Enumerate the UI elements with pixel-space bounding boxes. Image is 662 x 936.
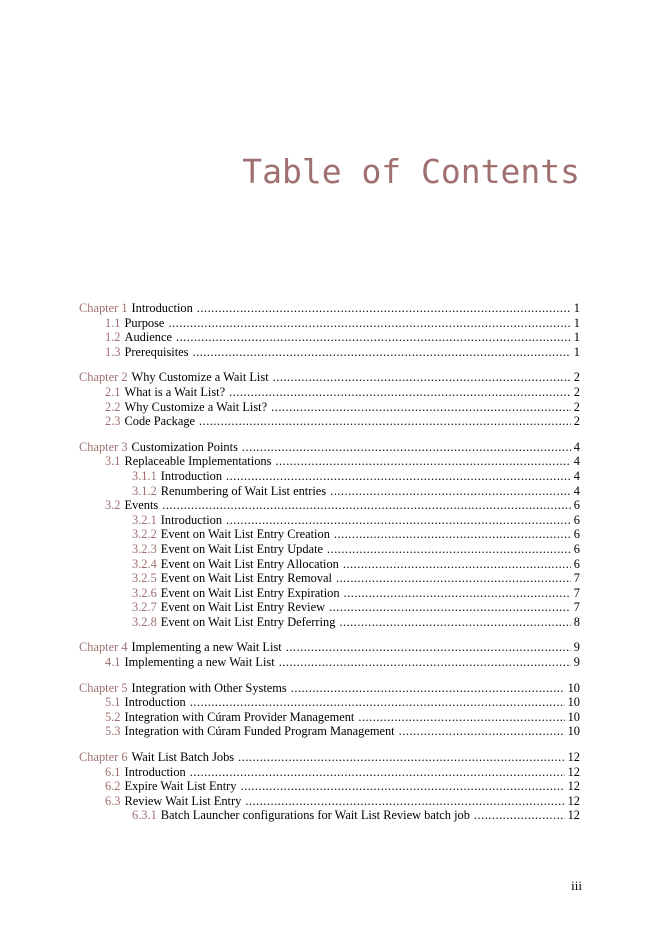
toc-entry-title: Event on Wait List Entry Removal — [160, 571, 332, 586]
toc-entry-page: 1 — [573, 301, 580, 315]
dot-leader — [330, 484, 571, 499]
toc-section-entry[interactable] — [79, 400, 580, 415]
page-number: iii — [571, 878, 582, 893]
toc-subsubsection-entry[interactable] — [79, 542, 580, 557]
toc-entry-page: 9 — [573, 655, 580, 670]
toc-section-entry[interactable] — [79, 498, 580, 513]
toc-entry-title: Integration with Cúram Funded Program Management — [124, 724, 395, 739]
toc-entry-title: Prerequisites — [124, 344, 189, 359]
toc-entry-title: Expire Wait List Entry — [124, 779, 237, 794]
toc-entry-page: 4 — [573, 468, 580, 483]
toc-entry-page: 12 — [567, 779, 580, 794]
dot-leader — [190, 765, 565, 780]
toc-entry-page: 2 — [573, 414, 580, 429]
toc-entry-title: Event on Wait List Entry Creation — [160, 527, 330, 542]
toc-section-entry[interactable] — [79, 765, 580, 780]
toc-entry-page: 1 — [573, 344, 580, 359]
dot-leader — [199, 414, 571, 429]
toc-entry-page: 10 — [567, 680, 580, 695]
toc-entry-number: 3.1 — [105, 454, 121, 469]
toc-chapter-entry[interactable] — [79, 370, 580, 385]
dot-leader — [291, 681, 565, 696]
dot-leader — [344, 586, 571, 601]
toc-entry-title: Introduction — [124, 695, 186, 710]
toc-entry-title: Replaceable Implementations — [124, 454, 272, 469]
toc-section-entry[interactable] — [79, 345, 580, 360]
toc-entry-number: Chapter 1 — [79, 301, 128, 315]
toc-entry-number: 2.2 — [105, 399, 121, 414]
toc-entry-number: 4.1 — [105, 655, 121, 670]
toc-section-entry[interactable] — [79, 710, 580, 725]
dot-leader — [339, 615, 570, 630]
toc-subsubsection-entry[interactable] — [79, 527, 580, 542]
toc-entry-number: 3.2.1 — [132, 512, 157, 527]
toc-entry-title: Event on Wait List Entry Update — [160, 541, 324, 556]
dot-leader — [474, 808, 565, 823]
toc-subsubsection-entry[interactable] — [79, 808, 580, 823]
toc-entry-title: Event on Wait List Entry Review — [160, 600, 326, 615]
dot-leader — [241, 779, 565, 794]
toc-section-entry[interactable] — [79, 385, 580, 400]
toc-entry-number: 5.3 — [105, 724, 121, 739]
toc-section-entry[interactable] — [79, 655, 580, 670]
toc-entry-title: Event on Wait List Entry Expiration — [160, 585, 340, 600]
toc-entry-number: 3.2.8 — [132, 614, 157, 629]
toc-entry-title: Batch Launcher configurations for Wait List Review batch job — [160, 808, 470, 823]
toc-entry-page: 8 — [573, 614, 580, 629]
dot-leader — [329, 600, 571, 615]
toc-chapter-group — [79, 640, 580, 669]
dot-leader — [275, 454, 570, 469]
toc-entry-page: 6 — [573, 527, 580, 542]
dot-leader — [190, 695, 565, 710]
dot-leader — [226, 469, 571, 484]
toc-entry-page: 6 — [573, 541, 580, 556]
toc-entry-page: 10 — [567, 709, 580, 724]
dot-leader — [279, 655, 571, 670]
dot-leader — [286, 640, 571, 655]
toc-entry-page: 10 — [567, 724, 580, 739]
toc-section-entry[interactable] — [79, 316, 580, 331]
dot-leader — [168, 316, 570, 331]
dot-leader — [271, 400, 571, 415]
toc-section-entry[interactable] — [79, 794, 580, 809]
toc-section-entry[interactable] — [79, 779, 580, 794]
toc-entry-number: 6.2 — [105, 779, 121, 794]
toc-entry-title: Introduction — [124, 764, 186, 779]
toc-chapter-entry[interactable] — [79, 301, 580, 316]
dot-leader — [229, 385, 571, 400]
toc-subsubsection-entry[interactable] — [79, 600, 580, 615]
toc-entry-page: 4 — [573, 454, 580, 469]
toc-entry-number: 5.2 — [105, 709, 121, 724]
toc-section-entry[interactable] — [79, 724, 580, 739]
toc-entry-number: 2.3 — [105, 414, 121, 429]
toc-entry-title: Events — [124, 498, 159, 513]
toc-entry-title: Renumbering of Wait List entries — [160, 483, 327, 498]
toc-subsubsection-entry[interactable] — [79, 586, 580, 601]
toc-entry-number: 5.1 — [105, 695, 121, 710]
toc-entry-page: 12 — [567, 793, 580, 808]
toc-entry-page: 9 — [573, 640, 580, 655]
toc-subsubsection-entry[interactable] — [79, 484, 580, 499]
toc-entry-number: 3.1.1 — [132, 468, 157, 483]
toc-entry-title: Integration with Other Systems — [131, 680, 287, 695]
toc-entry-number: 3.2 — [105, 498, 121, 513]
toc-section-entry[interactable] — [79, 454, 580, 469]
toc-entry-number: 6.3.1 — [132, 808, 157, 823]
toc-entry-number: 3.2.6 — [132, 585, 157, 600]
toc-entry-page: 2 — [573, 384, 580, 399]
toc-entry-title: Wait List Batch Jobs — [131, 750, 235, 765]
toc-entry-number: 1.1 — [105, 315, 121, 330]
toc-entry-page: 7 — [573, 585, 580, 600]
dot-leader — [162, 498, 571, 513]
toc-subsubsection-entry[interactable] — [79, 615, 580, 630]
toc-entry-title: Integration with Cúram Provider Management — [124, 709, 355, 724]
page-title: Table of Contents — [242, 152, 580, 191]
toc-chapter-entry[interactable] — [79, 750, 580, 765]
toc-section-entry[interactable] — [79, 414, 580, 429]
toc-entry-number: 2.1 — [105, 384, 121, 399]
toc-entry-title: Introduction — [160, 468, 223, 483]
toc-entry-number: Chapter 2 — [79, 370, 128, 385]
toc-section-entry[interactable] — [79, 330, 580, 345]
toc-entry-title: Why Customize a Wait List? — [124, 399, 268, 414]
toc-entry-page: 4 — [573, 439, 580, 454]
toc-entry-title: Purpose — [124, 315, 165, 330]
toc-entry-page: 12 — [567, 750, 580, 765]
toc-entry-page: 6 — [573, 512, 580, 527]
toc-entry-number: 1.2 — [105, 330, 121, 345]
toc-entry-title: Code Package — [124, 414, 196, 429]
dot-leader — [197, 301, 571, 316]
toc-section-entry[interactable] — [79, 695, 580, 710]
toc-chapter-group — [79, 750, 580, 823]
dot-leader — [273, 370, 571, 385]
toc-entry-title: Implementing a new Wait List — [131, 640, 282, 655]
toc-subsubsection-entry[interactable] — [79, 469, 580, 484]
toc-entry-page: 4 — [573, 483, 580, 498]
toc-chapter-group — [79, 370, 580, 428]
toc-entry-number: 6.1 — [105, 764, 121, 779]
toc-subsubsection-entry[interactable] — [79, 557, 580, 572]
toc-entry-title: Event on Wait List Entry Deferring — [160, 614, 336, 629]
toc-entry-title: Event on Wait List Entry Allocation — [160, 556, 339, 571]
toc-entry-page: 2 — [573, 370, 580, 385]
toc-entry-page: 6 — [573, 556, 580, 571]
toc-entry-page: 1 — [573, 315, 580, 330]
dot-leader — [242, 440, 571, 455]
toc-entry-title: Customization Points — [131, 439, 238, 454]
toc-entry-title: What is a Wait List? — [124, 384, 226, 399]
toc-entry-number: 3.1.2 — [132, 483, 157, 498]
toc-entry-number: 3.2.2 — [132, 527, 157, 542]
toc-entry-number: Chapter 3 — [79, 439, 128, 454]
toc-entry-title: Introduction — [160, 512, 223, 527]
dot-leader — [358, 710, 564, 725]
dot-leader — [399, 724, 565, 739]
toc-chapter-group — [79, 440, 580, 630]
toc-entry-page: 12 — [567, 808, 580, 823]
dot-leader — [193, 345, 571, 360]
toc-entry-title: Introduction — [131, 301, 193, 315]
dot-leader — [343, 557, 571, 572]
toc-entry-page: 10 — [567, 695, 580, 710]
toc-entry-number: 6.3 — [105, 793, 121, 808]
toc-entry-number: 1.3 — [105, 344, 121, 359]
toc-subsubsection-entry[interactable] — [79, 571, 580, 586]
toc-chapter-group — [79, 301, 580, 359]
toc-entry-number: Chapter 5 — [79, 680, 128, 695]
toc-entry-number: 3.2.5 — [132, 571, 157, 586]
table-of-contents — [79, 301, 580, 834]
toc-entry-number: 3.2.7 — [132, 600, 157, 615]
toc-entry-page: 1 — [573, 330, 580, 345]
toc-chapter-group — [79, 681, 580, 739]
dot-leader — [245, 794, 564, 809]
toc-subsubsection-entry[interactable] — [79, 513, 580, 528]
toc-entry-page: 12 — [567, 764, 580, 779]
toc-entry-title: Why Customize a Wait List — [131, 370, 269, 385]
toc-chapter-entry[interactable] — [79, 440, 580, 455]
toc-entry-page: 7 — [573, 600, 580, 615]
dot-leader — [334, 527, 571, 542]
toc-entry-number: Chapter 6 — [79, 750, 128, 765]
toc-entry-number: Chapter 4 — [79, 640, 128, 655]
toc-entry-page: 7 — [573, 571, 580, 586]
dot-leader — [226, 513, 571, 528]
toc-chapter-entry[interactable] — [79, 681, 580, 696]
dot-leader — [327, 542, 571, 557]
dot-leader — [336, 571, 571, 586]
toc-entry-number: 3.2.3 — [132, 541, 157, 556]
toc-chapter-entry[interactable] — [79, 640, 580, 655]
toc-entry-page: 2 — [573, 399, 580, 414]
toc-entry-page: 6 — [573, 498, 580, 513]
toc-entry-title: Audience — [124, 330, 172, 345]
toc-entry-number: 3.2.4 — [132, 556, 157, 571]
dot-leader — [176, 330, 571, 345]
dot-leader — [238, 750, 564, 765]
toc-entry-title: Review Wait List Entry — [124, 793, 242, 808]
toc-entry-title: Implementing a new Wait List — [124, 655, 275, 670]
